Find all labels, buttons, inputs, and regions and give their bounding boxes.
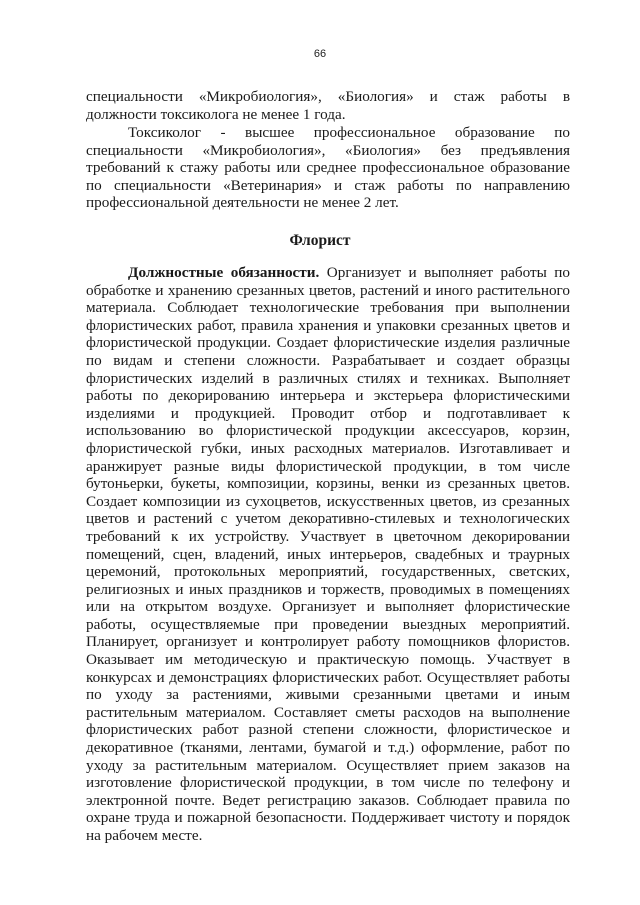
duties-lead: Должностные обязанности. [128, 264, 320, 281]
duties-text: Организует и выполняет работы по обработке и хранению срезанных цветов, растений и иного растительного материала. Соблюдает технологические требования при выполнении флористических работ, правила хранения и упаковки срезанных цветов и флористической продукции. Создает флористические изделия различные по видам и степени сложности. Разрабатывает и создает образцы флористических изделий в различных стилях и техниках. Выполняет работы по декорированию интерьера и экстерьера флористическими изделиями и продукцией. Проводит отбор и подготавливает к использованию во флористической продукции аксессуаров, корзин, флористической губки, иных расходных материалов. Изготавливает и аранжирует разные виды флористической продукции, в том числе бутоньерки, букеты, композиции, корзины, венки из срезанных цветов. Создает композиции из сухоцветов, искусственных цветов, из срезанных цветов и растений с учетом декоративно-стилевых и технологических требований к их устройству. Участвует в цветочном декорировании помещений, сцен, владений, иных интерьеров, свадебных и траурных церемоний, протокольных мероприятий, государственных, светских, религиозных и иных праздников и торжеств, проводимых в помещениях или на открытом воздухе. Организует и выполняет флористические работы, осуществляемые при проведении выездных мероприятий. Планирует, организует и контролирует работу помощников флористов. Оказывает им методическую и практическую помощь. Участвует в конкурсах и демонстрациях флористических работ. Осуществляет работы по уходу за растениями, живыми срезанными цветами и иным растительным материалом. Составляет сметы расходов на выполнение флористических работ разной степени сложности, флористическое и декоративное (тканями, лентами, бумагой и т.д.) оформление, работ по уходу за растительным материалом. Осуществляет прием заказов на изготовление флористической продукции, в том числе по телефону и электронной почте. Ведет регистрацию заказов. Соблюдает правила по охране труда и пожарной безопасности. Поддерживает чистоту и порядок на рабочем месте. [86, 264, 570, 844]
duties-paragraph-block [86, 264, 570, 845]
duties-paragraph [86, 264, 570, 845]
intro-paragraph: специальности «Микробиология», «Биология» и стаж работы в должности токсиколога не менее 1 года. [86, 88, 570, 123]
page-number: 66 [313, 48, 327, 60]
intro-paragraph-block [86, 88, 570, 123]
toxicologist-paragraph-block [86, 124, 570, 212]
toxicologist-paragraph: Токсиколог - высшее профессиональное образование по специальности «Микробиология», «Биология» без предъявления требований к стажу работы или среднее профессиональное образование по специальности «Ветеринария» и стаж работы по направлению профессиональной деятельности не менее 2 лет. [86, 124, 570, 212]
section-title: Флорист [289, 232, 351, 249]
